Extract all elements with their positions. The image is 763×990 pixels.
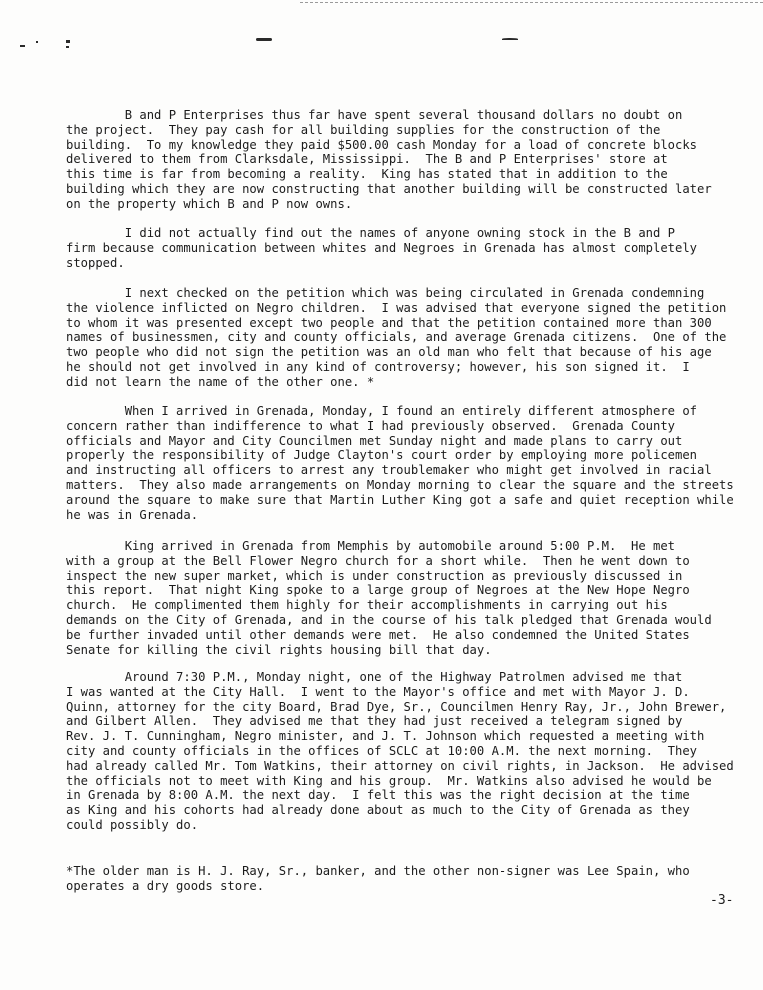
text-line: and instructing all officers to arrest any troublemaker who might get involved in racial [66,463,712,478]
text-line: he was in Grenada. [66,507,199,522]
text-line: When I arrived in Grenada, Monday, I found an entirely different atmosphere of [66,404,698,418]
paragraph-3 [66,286,746,390]
text-line: and Gilbert Allen. They advised me that they had just received a telegram signed by [66,714,683,729]
text-line: the violence inflicted on Negro children. I was advised that everyone signed the petition [66,300,727,315]
text-line: firm because communication between whites and Negroes in Grenada has almost completely [66,240,698,255]
text-line: to whom it was presented except two people and that the petition contained more than 300 [66,315,712,330]
text-line: concern rather than indifference to what I had previously observed. Grenada County [66,418,676,433]
text-line: city and county officials in the offices of SCLC at 10:00 A.M. the next morning. They [66,743,698,758]
text-line: in Grenada by 8:00 A.M. the next day. I felt this was the right decision at the time [66,788,690,803]
text-line: did not learn the name of the other one. * [66,374,375,389]
scan-edge-border [300,2,763,7]
text-line: I was wanted at the City Hall. I went to the Mayor's office and met with Mayor J. D. [66,684,690,699]
text-line: around the square to make sure that Martin Luther King got a safe and quiet reception while [66,492,734,507]
text-line: King arrived in Grenada from Memphis by automobile around 5:00 P.M. He met [66,539,676,553]
scan-mark [256,38,272,41]
text-line: matters. They also made arrangements on Monday morning to clear the square and the streets [66,477,734,492]
footnote [66,864,746,894]
text-line: Senate for killing the civil rights housing bill that day. [66,642,492,657]
text-line: with a group at the Bell Flower Negro church for a short while. Then he went down to [66,553,690,568]
text-line: church. He complimented them highly for their accomplishments in carrying out his [66,598,668,613]
text-line: two people who did not sign the petition was an old man who felt that because of his age [66,345,712,360]
text-line: could possibly do. [66,817,199,832]
paragraph-6 [66,670,746,833]
scan-mark [20,45,25,47]
text-line: B and P Enterprises thus far have spent several thousand dollars no doubt on [66,108,683,122]
text-line: Around 7:30 P.M., Monday night, one of the Highway Patrolmen advised me that [66,670,683,684]
text-line: as King and his cohorts had already done about as much to the City of Grenada as they [66,803,690,818]
page-number: -3- [710,893,734,908]
scan-mark [36,41,38,43]
text-line: building. To my knowledge they paid $500.00 cash Monday for a load of concrete blocks [66,137,698,152]
text-line: he should not get involved in any kind of controversy; however, his son signed it. I [66,359,690,374]
text-line: stopped. [66,255,125,270]
text-line: demands on the City of Grenada, and in the course of his talk pledged that Grenada would [66,612,712,627]
text-line: names of businessmen, city and county officials, and average Grenada citizens. One of the [66,330,727,345]
scan-mark [502,38,518,40]
text-line: building which they are now constructing that another building will be constructed later [66,181,712,196]
text-line: Quinn, attorney for the city Board, Brad Dye, Sr., Councilmen Henry Ray, Jr., John Brewer, [66,699,727,714]
text-line: inspect the new super market, which is under construction as previously discussed in [66,568,683,583]
text-line: had already called Mr. Tom Watkins, their attorney on civil rights, in Jackson. He advised [66,758,734,773]
text-line: be further invaded until other demands were met. He also condemned the United States [66,627,690,642]
text-line: I next checked on the petition which was being circulated in Grenada condemning [66,286,705,300]
text-line: operates a dry goods store. [66,878,265,893]
text-line: I did not actually find out the names of anyone owning stock in the B and P [66,226,676,240]
paragraph-4 [66,404,746,522]
paragraph-1 [66,108,746,212]
paragraph-2 [66,226,746,270]
text-line: this report. That night King spoke to a large group of Negroes at the New Hope Negro [66,583,690,598]
text-line: *The older man is H. J. Ray, Sr., banker, and the other non-signer was Lee Spain, who [66,864,690,878]
text-line: Rev. J. T. Cunningham, Negro minister, and J. T. Johnson which requested a meeting with [66,729,705,744]
text-line: this time is far from becoming a reality. King has stated that in addition to the [66,167,668,182]
text-line: on the property which B and P now owns. [66,196,353,211]
scan-mark [66,40,70,43]
text-line: the officials not to meet with King and his group. Mr. Watkins also advised he would be [66,773,712,788]
scan-mark [66,46,69,48]
text-line: the project. They pay cash for all building supplies for the construction of the [66,122,661,137]
paragraph-5 [66,539,746,657]
text-line: delivered to them from Clarksdale, Mississippi. The B and P Enterprises' store at [66,152,668,167]
text-line: properly the responsibility of Judge Clayton's court order by employing more policemen [66,448,698,463]
text-line: officials and Mayor and City Councilmen met Sunday night and made plans to carry out [66,433,683,448]
